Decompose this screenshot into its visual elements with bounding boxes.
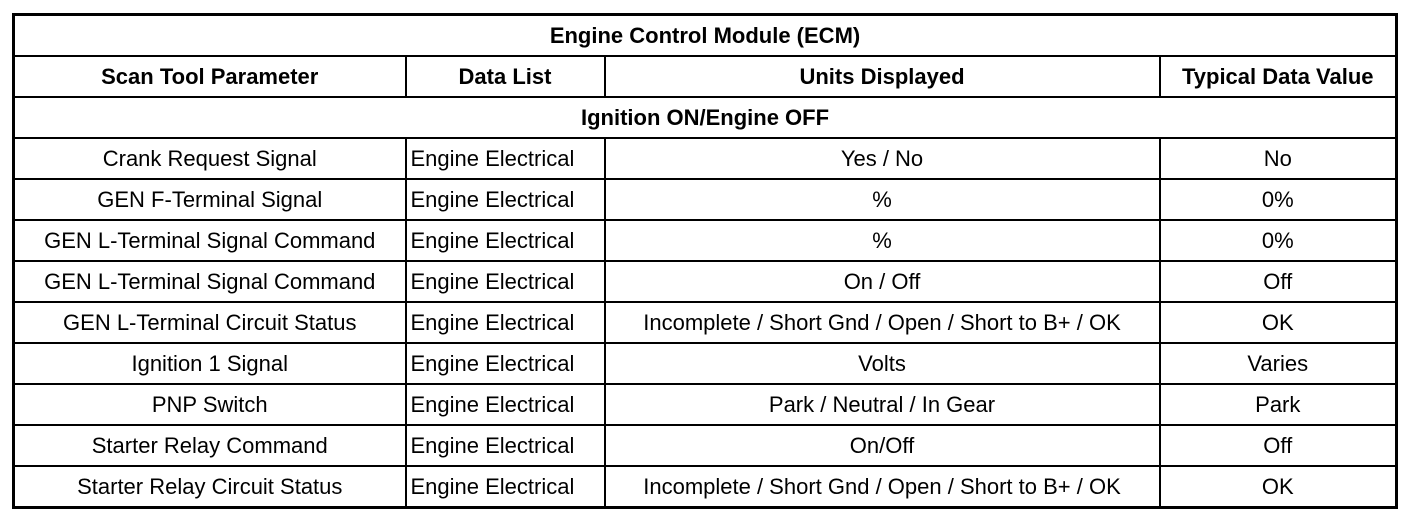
value-cell: Off: [1160, 261, 1397, 302]
data-list-cell: Engine Electrical: [406, 261, 605, 302]
ecm-data-table: [12, 13, 1398, 509]
table-title: Engine Control Module (ECM): [14, 15, 1397, 57]
value-cell: Park: [1160, 384, 1397, 425]
column-header-data-list: Data List: [406, 56, 605, 97]
parameter-cell: GEN L-Terminal Circuit Status: [14, 302, 406, 343]
column-header-typical-value: Typical Data Value: [1160, 56, 1397, 97]
data-list-cell: Engine Electrical: [406, 384, 605, 425]
parameter-cell: GEN L-Terminal Signal Command: [14, 220, 406, 261]
table-row: [14, 384, 1397, 425]
units-cell: On / Off: [605, 261, 1160, 302]
data-list-cell: Engine Electrical: [406, 220, 605, 261]
section-header: Ignition ON/Engine OFF: [14, 97, 1397, 138]
data-list-cell: Engine Electrical: [406, 425, 605, 466]
table-row: [14, 302, 1397, 343]
table-title-row: [14, 15, 1397, 57]
value-cell: Off: [1160, 425, 1397, 466]
value-cell: Varies: [1160, 343, 1397, 384]
units-cell: Incomplete / Short Gnd / Open / Short to B+ / OK: [605, 466, 1160, 508]
table-row: [14, 220, 1397, 261]
units-cell: On/Off: [605, 425, 1160, 466]
units-cell: Yes / No: [605, 138, 1160, 179]
table-row: [14, 179, 1397, 220]
data-list-cell: Engine Electrical: [406, 302, 605, 343]
parameter-cell: Starter Relay Circuit Status: [14, 466, 406, 508]
data-list-cell: Engine Electrical: [406, 138, 605, 179]
parameter-cell: PNP Switch: [14, 384, 406, 425]
column-header-parameter: Scan Tool Parameter: [14, 56, 406, 97]
units-cell: Incomplete / Short Gnd / Open / Short to B+ / OK: [605, 302, 1160, 343]
data-list-cell: Engine Electrical: [406, 466, 605, 508]
units-cell: Park / Neutral / In Gear: [605, 384, 1160, 425]
parameter-cell: Starter Relay Command: [14, 425, 406, 466]
parameter-cell: Ignition 1 Signal: [14, 343, 406, 384]
table-row: [14, 261, 1397, 302]
section-header-row: [14, 97, 1397, 138]
value-cell: 0%: [1160, 220, 1397, 261]
units-cell: %: [605, 220, 1160, 261]
table-row: [14, 466, 1397, 508]
value-cell: 0%: [1160, 179, 1397, 220]
value-cell: OK: [1160, 466, 1397, 508]
units-cell: %: [605, 179, 1160, 220]
value-cell: No: [1160, 138, 1397, 179]
parameter-cell: GEN L-Terminal Signal Command: [14, 261, 406, 302]
parameter-cell: Crank Request Signal: [14, 138, 406, 179]
table-row: [14, 425, 1397, 466]
units-cell: Volts: [605, 343, 1160, 384]
table-row: [14, 138, 1397, 179]
data-list-cell: Engine Electrical: [406, 343, 605, 384]
parameter-cell: GEN F-Terminal Signal: [14, 179, 406, 220]
column-header-units: Units Displayed: [605, 56, 1160, 97]
ecm-data-table-container: [12, 13, 1395, 509]
data-list-cell: Engine Electrical: [406, 179, 605, 220]
value-cell: OK: [1160, 302, 1397, 343]
table-row: [14, 343, 1397, 384]
column-header-row: [14, 56, 1397, 97]
